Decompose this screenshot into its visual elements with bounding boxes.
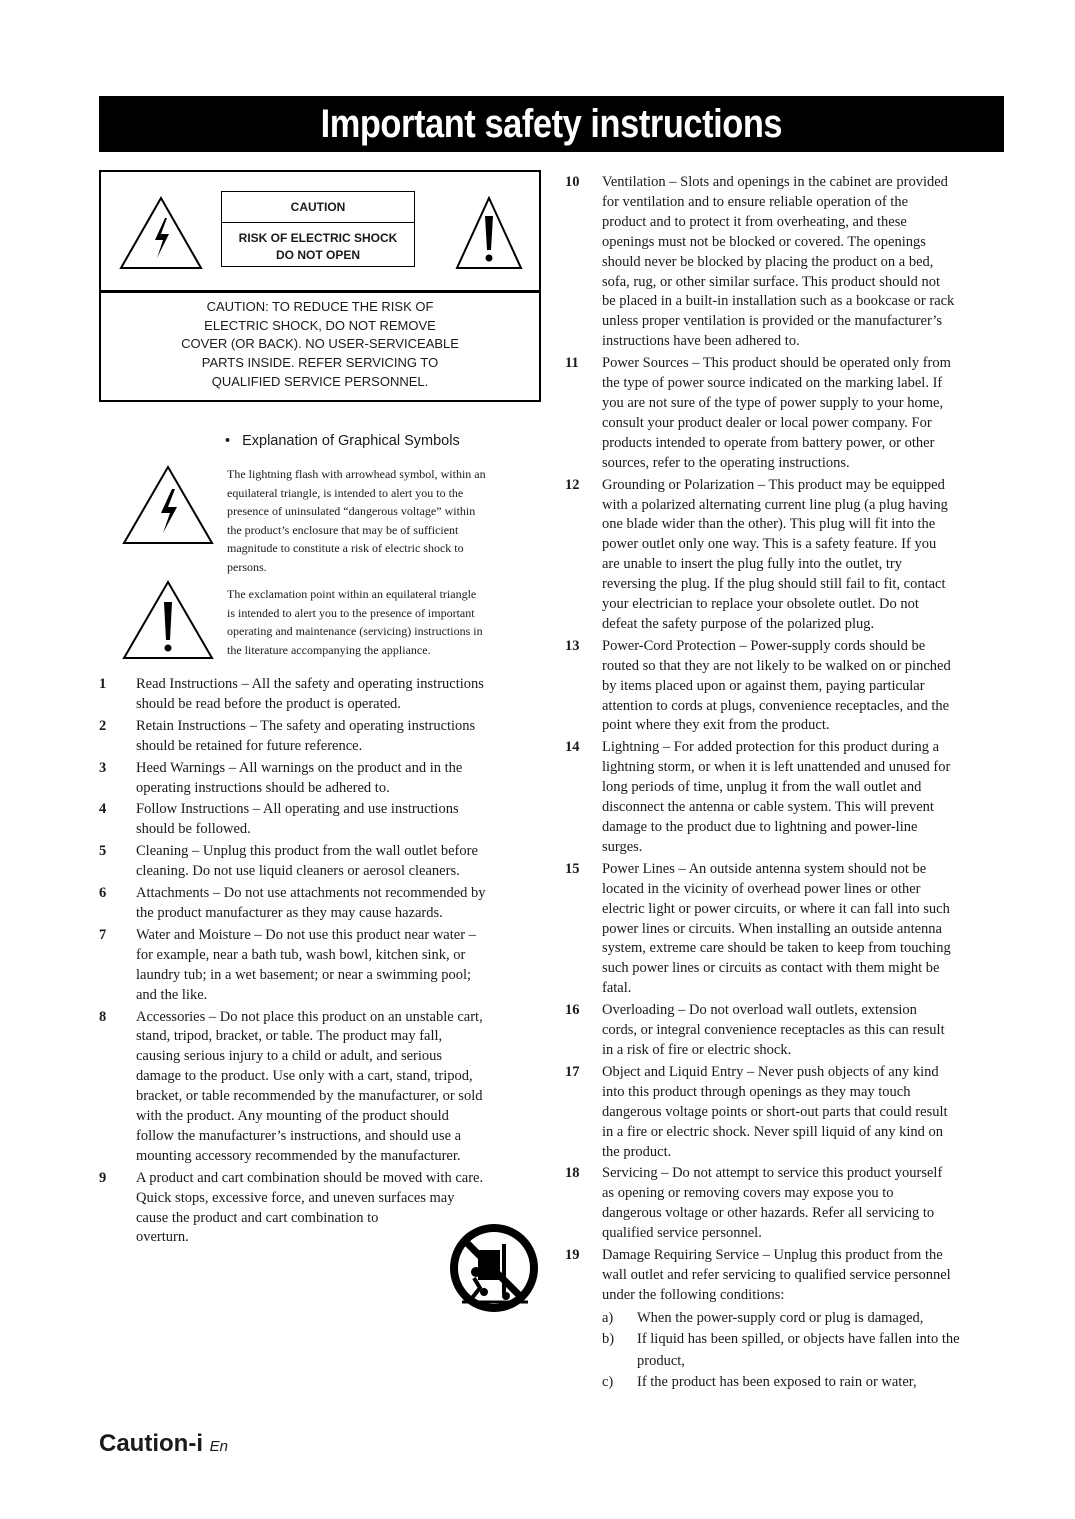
list-item [99, 759, 539, 799]
item-line: damage to the product. Use only with a cart, stand, tripod, [136, 1068, 473, 1085]
item-line: cause the product and cart combination to [136, 1209, 379, 1226]
footer-label: Caution-i [99, 1430, 203, 1457]
item-line: product and to protect it from overheating, and these [602, 213, 907, 230]
cart-warning-icon [448, 1222, 540, 1314]
item-line: Power Sources – This product should be operated only from [602, 355, 951, 372]
list-item [99, 884, 539, 924]
item-line: damage to the product due to lightning and power-line [602, 819, 918, 835]
item-line: power outlet only one way. This is a safety feature. If you [602, 536, 937, 553]
item-line: bracket, or table recommended by the manufacturer, or sold [136, 1088, 483, 1105]
item-line: Ventilation – Slots and openings in the cabinet are provided [602, 174, 948, 190]
description-line: equilateral triangle, is intended to alert you to the [227, 485, 464, 500]
item-line: attention to cords at plugs, convenience receptacles, and the [602, 697, 950, 714]
item-number: 7 [99, 926, 107, 943]
item-line: Attachments – Do not use attachments not recommended by [136, 885, 486, 902]
list-item [565, 1001, 1005, 1061]
item-line: cleaning. Do not use liquid cleaners or aerosol cleaners. [136, 863, 460, 880]
item-number: 16 [565, 1002, 580, 1019]
item-line: Follow Instructions – All operating and use instructions [136, 801, 459, 818]
item-line: as opening or removing covers may expose you to [602, 1185, 894, 1202]
list-item [99, 800, 539, 840]
caution-text-line: ELECTRIC SHOCK, DO NOT REMOVE [204, 317, 436, 333]
item-number: 9 [99, 1169, 107, 1186]
sub-list-item [565, 1308, 1005, 1330]
sub-list-item [565, 1372, 1005, 1394]
list-item [99, 717, 539, 757]
page-title-bar [99, 96, 1004, 152]
item-line: in a fire or electric shock. Never spill liquid of any kind on [602, 1123, 944, 1140]
item-line: product, [637, 1352, 685, 1369]
item-line: the type of power source indicated on the marking label. If [602, 375, 943, 392]
description-line: the literature accompanying the appliance. [227, 642, 431, 657]
item-line: routed so that they are not likely to be walked on or pinched [602, 657, 951, 674]
item-line: mounting accessory recommended by the manufacturer. [136, 1147, 461, 1164]
item-line: should be read before the product is operated. [136, 695, 401, 712]
item-line: be placed in a built-in installation such as a bookcase or rack [602, 293, 955, 310]
item-line: with the product. Any mounting of the product should [136, 1108, 449, 1125]
item-line: in a risk of fire or electric shock. [602, 1041, 792, 1058]
item-line: surges. [602, 838, 643, 855]
item-line: A product and cart combination should be moved with care. [136, 1169, 484, 1186]
list-item [99, 926, 539, 1006]
item-line: dangerous voltage points or short-out parts that could result [602, 1103, 948, 1120]
item-line: Cleaning – Unplug this product from the wall outlet before [136, 843, 478, 860]
item-line: follow the manufacturer’s instructions, and should use a [136, 1127, 462, 1144]
item-line: under the following conditions: [602, 1286, 785, 1303]
lightning-symbol-description [227, 465, 539, 577]
description-line: The lightning flash with arrowhead symbol, within an [227, 467, 486, 481]
item-number: 15 [565, 860, 580, 877]
item-line: should never be blocked by placing the product on a bed, [602, 253, 934, 270]
item-line: Accessories – Do not place this product on an unstable cart, [136, 1008, 483, 1025]
item-line: When the power-supply cord or plug is damaged, [637, 1309, 924, 1326]
item-line: Overloading – Do not overload wall outlets, extension [602, 1002, 917, 1019]
item-line: by items placed upon or against them, paying particular [602, 677, 925, 694]
sub-list-item [565, 1329, 1005, 1372]
caution-text-line: QUALIFIED SERVICE PERSONNEL. [211, 373, 429, 389]
item-line: causing serious injury to a child or adult, and serious [136, 1048, 443, 1065]
item-line: wall outlet and refer servicing to qualified service personnel [602, 1266, 951, 1283]
item-line: cords, or integral convenience receptacles as this can result [602, 1022, 945, 1039]
bullet: • [225, 433, 231, 449]
item-line: Heed Warnings – All warnings on the product and in the [136, 759, 463, 776]
list-item [565, 173, 1005, 352]
item-line: the product. [602, 1143, 672, 1160]
item-line: disconnect the antenna or cable system. This will prevent [602, 799, 934, 816]
item-line: lightning storm, or when it is left unattended and unused for [602, 759, 951, 776]
description-line: the product’s enclosure that may be of sufficient [227, 522, 459, 537]
item-line: Power-Cord Protection – Power-supply cords should be [602, 637, 926, 654]
item-number: 12 [565, 476, 580, 493]
page-title: Important safety instructions [320, 101, 783, 146]
item-line: for ventilation and to ensure reliable operation of the [602, 193, 909, 210]
item-line: Power Lines – An outside antenna system should not be [602, 860, 927, 877]
item-line: reversing the plug. If the plug should still fail to fit, contact [602, 576, 946, 593]
list-item [99, 842, 539, 882]
list-item [565, 738, 1005, 857]
item-number: 17 [565, 1063, 580, 1080]
caution-box-header [101, 172, 539, 293]
sub-item-letter: c) [602, 1374, 614, 1391]
item-line: products intended to operate from battery power, or other [602, 434, 935, 451]
list-item [565, 476, 1005, 635]
lightning-warning-icon [119, 196, 203, 270]
exclamation-symbol-icon [122, 580, 214, 660]
list-item [565, 860, 1005, 999]
caution-label-line: RISK OF ELECTRIC SHOCK [238, 231, 398, 245]
item-line: openings must not be blocked or covered. The openings [602, 233, 926, 250]
description-line: presence of uninsulated “dangerous voltage” within [227, 504, 476, 519]
item-line: long periods of time, unplug it from the wall outlet and [602, 779, 922, 796]
item-line: laundry tub; in a wet basement; or near a swimming pool; [136, 966, 472, 983]
item-line: Damage Requiring Service – Unplug this product from the [602, 1247, 943, 1264]
item-line: are unable to insert the plug fully into the outlet, try [602, 556, 902, 573]
item-number: 14 [565, 739, 580, 756]
item-line: qualified service personnel. [602, 1225, 762, 1242]
list-item [565, 1063, 1005, 1163]
exclamation-symbol-description [227, 585, 539, 659]
caution-label-head: CAUTION [222, 192, 414, 223]
list-item [565, 354, 1005, 473]
list-item [565, 1246, 1005, 1306]
item-line: Object and Liquid Entry – Never push objects of any kind [602, 1063, 939, 1080]
item-line: dangerous voltage or other hazards. Refer all servicing to [602, 1205, 935, 1222]
item-number: 8 [99, 1008, 107, 1025]
item-line: you are not sure of the type of power supply to your home, [602, 394, 944, 411]
item-line: point where they exit from the product. [602, 717, 830, 734]
exclamation-warning-icon [455, 196, 523, 270]
list-item [565, 637, 1005, 737]
item-line: Lightning – For added protection for this product during a [602, 739, 940, 756]
item-line: stand, tripod, bracket, or table. The product may fall, [136, 1028, 443, 1045]
caution-text-line: CAUTION: TO REDUCE THE RISK OF [206, 299, 434, 314]
sub-item-letter: a) [602, 1309, 614, 1326]
item-line: and the like. [136, 986, 208, 1003]
item-line: system, extreme care should be taken to keep from touching [602, 940, 951, 957]
item-line: one blade wider than the other). This plug will fit into the [602, 516, 936, 533]
item-number: 18 [565, 1165, 580, 1182]
item-number: 2 [99, 717, 107, 734]
item-line: with a polarized alternating current line plug (a plug having [602, 496, 948, 513]
left-instruction-list [99, 675, 539, 1250]
item-line: sources, refer to the operating instructions. [602, 454, 850, 471]
item-line: If the product has been exposed to rain or water, [637, 1374, 917, 1391]
item-number: 6 [99, 885, 107, 902]
list-item [565, 1164, 1005, 1244]
item-line: located in the vicinity of overhead power lines or other [602, 880, 921, 897]
page-footer [99, 1430, 228, 1458]
item-line: your electrician to replace your obsolete outlet. Do not [602, 596, 919, 613]
item-line: the product manufacturer as they may cause hazards. [136, 904, 443, 921]
item-line: should be followed. [136, 821, 251, 838]
item-line: Quick stops, excessive force, and uneven surfaces may [136, 1189, 455, 1206]
item-number: 19 [565, 1247, 580, 1264]
item-line: Grounding or Polarization – This product may be equipped [602, 476, 945, 493]
item-number: 1 [99, 676, 107, 692]
item-line: Retain Instructions – The safety and operating instructions [136, 717, 476, 734]
description-line: operating and maintenance (servicing) instructions in [227, 624, 483, 639]
sub-item-letter: b) [602, 1331, 615, 1348]
item-line: instructions have been adhered to. [602, 333, 800, 350]
item-line: into this product through openings as they may touch [602, 1083, 911, 1100]
item-line: fatal. [602, 980, 632, 997]
description-line: persons. [227, 559, 267, 574]
caution-label-line: DO NOT OPEN [275, 248, 360, 262]
item-line: consult your product dealer or local power company. For [602, 414, 932, 431]
footer-lang: En [209, 1438, 229, 1455]
caution-text-line: COVER (OR BACK). NO USER-SERVICEABLE [181, 336, 459, 352]
item-line: unless proper ventilation is provided or the manufacturer’s [602, 313, 942, 330]
item-number: 3 [99, 759, 107, 776]
item-number: 10 [565, 174, 580, 190]
item-line: Read Instructions – All the safety and operating instructions [136, 676, 484, 692]
item-line: should be retained for future reference. [136, 737, 363, 754]
right-instruction-list [565, 173, 1005, 1394]
list-item [99, 1008, 539, 1167]
item-line: Water and Moisture – Do not use this product near water – [136, 926, 476, 943]
caution-label [221, 191, 415, 267]
item-number: 11 [565, 355, 579, 372]
list-item [99, 675, 539, 715]
description-line: The exclamation point within an equilateral triangle [227, 587, 477, 601]
item-number: 5 [99, 843, 107, 860]
symbols-heading-text: Explanation of Graphical Symbols [242, 433, 460, 449]
item-line: electric light or power circuits, or where it can fall into such [602, 900, 950, 917]
item-line: defeat the safety purpose of the polarized plug. [602, 615, 875, 632]
item-number: 4 [99, 801, 107, 818]
description-line: is intended to alert you to the presence of important [227, 605, 475, 620]
item-line: sofa, rug, or other similar surface. This product should not [602, 273, 940, 290]
caution-text [101, 298, 539, 392]
item-line: If liquid has been spilled, or objects have fallen into the [637, 1331, 960, 1348]
item-line: operating instructions should be adhered to. [136, 779, 390, 796]
item-line: such power lines or circuits as contact with them might be [602, 960, 940, 977]
item-line: overturn. [136, 1229, 189, 1246]
caution-text-line: PARTS INSIDE. REFER SERVICING TO [201, 355, 439, 371]
item-number: 13 [565, 637, 580, 654]
item-line: power lines or circuits. When installing an outside antenna [602, 920, 942, 937]
symbols-heading [225, 433, 460, 449]
description-line: magnitude to constitute a risk of electric shock to [227, 541, 464, 556]
item-line: Servicing – Do not attempt to service this product yourself [602, 1165, 943, 1182]
caution-box [99, 170, 541, 402]
item-line: for example, near a bath tub, wash bowl, kitchen sink, or [136, 946, 466, 963]
lightning-symbol-icon [122, 465, 214, 545]
